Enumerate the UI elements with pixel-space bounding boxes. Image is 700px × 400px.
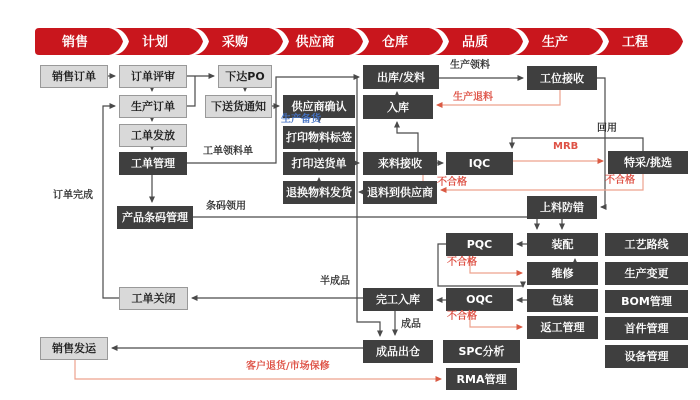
node-sales-ship: 销售发运 (40, 337, 108, 360)
node-issue-po: 下达PO (218, 65, 272, 88)
node-print-label: 打印物料标签 (283, 126, 355, 149)
edge-label-order-complete: 订单完成 (53, 190, 93, 201)
node-wh-in: 入库 (363, 95, 433, 119)
edge-prod-order-join (187, 76, 195, 106)
edge-oqc-ng-to-rework (470, 311, 522, 327)
edge-label-prod-stock: 生产备货 (281, 114, 321, 125)
tab-supplier: 供应商 (295, 35, 335, 50)
edge-label-barcode-use: 条码领用 (206, 201, 246, 212)
node-wo-release: 工单发放 (119, 124, 187, 147)
node-wo-mgmt: 工单管理 (119, 152, 187, 175)
node-return-supplier: 退料到供应商 (363, 181, 437, 204)
tab-sales: 销售 (61, 35, 89, 50)
node-sales-order: 销售订单 (40, 65, 108, 88)
header-ribbon (35, 28, 683, 55)
node-prod-order: 生产订单 (119, 95, 187, 118)
edge-label-reuse: 回用 (597, 123, 617, 134)
node-station-receive: 工位接收 (527, 66, 597, 90)
node-supplier-confirm: 供应商确认 (283, 95, 355, 118)
edge-label-ng-special: 不合格 (605, 175, 635, 186)
node-finish-in: 完工入库 (363, 288, 433, 311)
node-repair: 维修 (527, 262, 598, 285)
edge-wo-close-to-prod-order (103, 106, 119, 298)
edge-label-wo-pick-list: 工单领料单 (203, 146, 253, 157)
edge-label-ng-iqc: 不合格 (437, 177, 467, 188)
node-loading-check: 上料防错 (527, 196, 597, 219)
node-spc: SPC分析 (443, 340, 520, 363)
edge-barcode-to-assembly (193, 217, 537, 229)
node-special: 特采/挑选 (608, 151, 688, 174)
edge-iqc-to-wh-in (397, 122, 418, 152)
edge-label-mrb: MRB (553, 141, 579, 152)
node-route: 工艺路线 (605, 233, 688, 256)
edge-label-semi-finished: 半成品 (320, 276, 350, 287)
edge-station-receive-to-loading-check (597, 78, 605, 207)
tab-engineering: 工程 (621, 35, 649, 50)
node-rework: 返工管理 (527, 316, 598, 339)
node-wo-close: 工单关闭 (119, 287, 188, 310)
node-iqc: IQC (446, 152, 513, 175)
node-incoming: 来料接收 (363, 152, 437, 175)
node-barcode-mgmt: 产品条码管理 (117, 206, 193, 229)
node-oqc: OQC (446, 288, 513, 311)
node-assembly: 装配 (527, 233, 598, 256)
node-fg-out: 成品出仓 (363, 340, 433, 363)
edge-label-prod-pick: 生产领料 (450, 60, 490, 71)
edge-label-ng-pqc: 不合格 (447, 257, 477, 268)
edge-label-customer-return: 客户退货/市场保修 (246, 361, 330, 372)
node-delivery-notice: 下送货通知 (205, 95, 272, 118)
node-rma: RMA管理 (446, 368, 517, 390)
node-order-review: 订单评审 (119, 65, 187, 88)
edge-label-finished: 成品 (401, 319, 421, 330)
node-return-ship: 退换物料发货 (283, 181, 355, 204)
tab-production: 生产 (541, 35, 569, 50)
tab-quality: 品质 (461, 35, 489, 50)
node-first-article: 首件管理 (605, 317, 688, 340)
node-print-delivery: 打印送货单 (283, 152, 355, 175)
node-bom: BOM管理 (605, 290, 688, 313)
node-pqc: PQC (446, 233, 513, 256)
edge-label-prod-return: 生产退料 (453, 92, 493, 103)
node-equipment: 设备管理 (605, 345, 688, 368)
node-wh-issue: 出库/发料 (363, 65, 439, 89)
edge-pqc-ng-to-repair (470, 256, 522, 273)
node-prod-change: 生产变更 (605, 262, 688, 285)
edge-label-ng-oqc: 不合格 (447, 311, 477, 322)
tab-procurement: 采购 (221, 35, 249, 50)
node-packing: 包装 (527, 289, 598, 312)
tab-warehouse: 仓库 (381, 35, 409, 50)
tab-planning: 计划 (141, 35, 169, 50)
